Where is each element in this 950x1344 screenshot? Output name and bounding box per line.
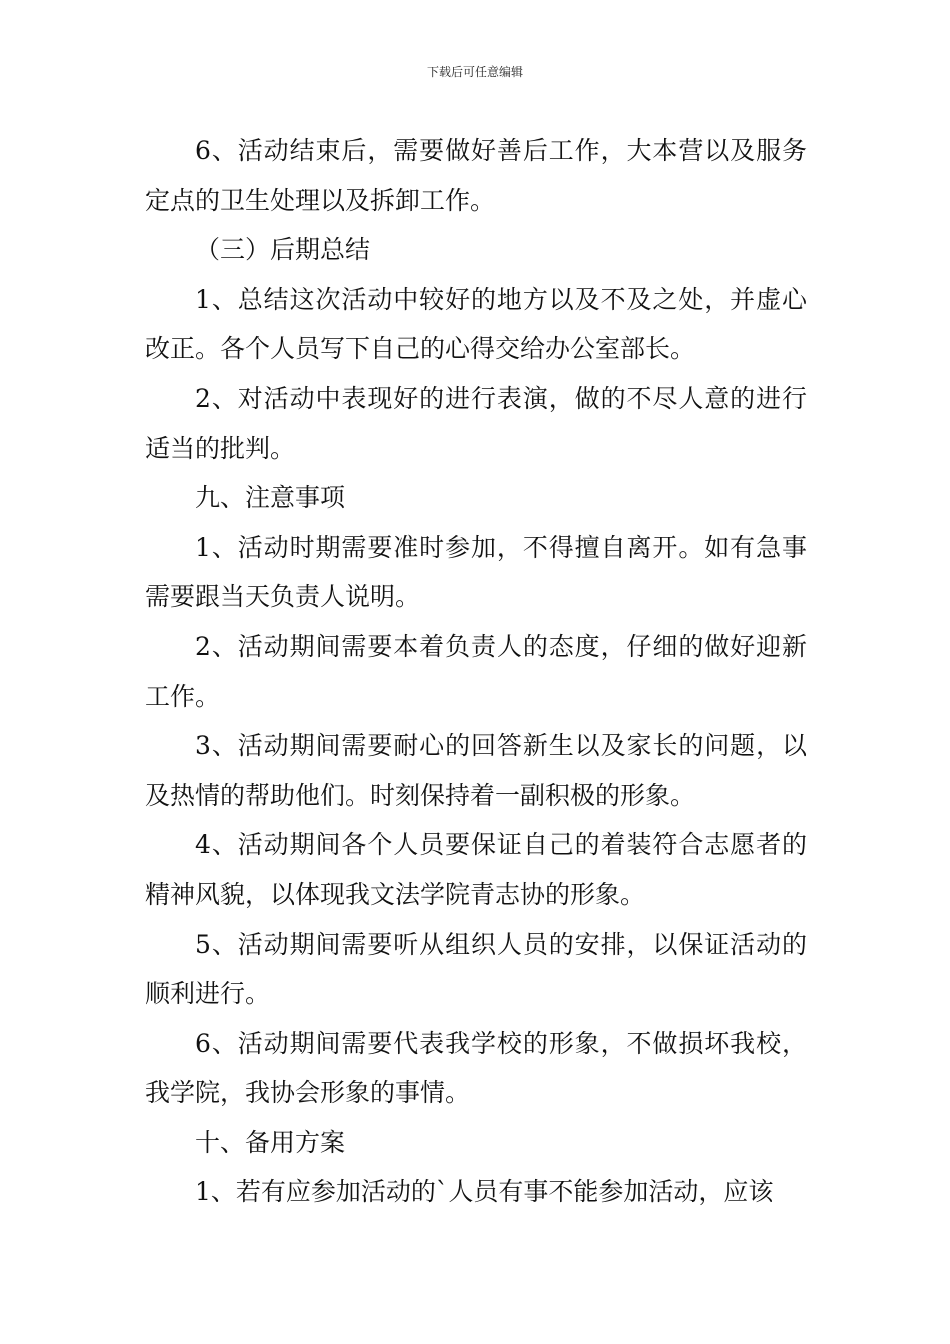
paragraph-summary-1: 1、总结这次活动中较好的地方以及不及之处，并虚心改正。各个人员写下自己的心得交给办公室部长。 — [145, 284, 807, 364]
paragraph-backup-1: 1、若有应参加活动的`人员有事不能参加活动，应该 — [195, 1177, 774, 1207]
paragraph-note-3: 3、活动期间需要耐心的回答新生以及家长的问题，以及热情的帮助他们。时刻保持着一副积极的形象。 — [145, 731, 807, 810]
paragraph-summary-2: 2、对活动中表现好的进行表演，做的不尽人意的进行适当的批判。 — [145, 383, 807, 463]
paragraph-note-1: 1、活动时期需要准时参加，不得擅自离开。如有急事需要跟当天负责人说明。 — [145, 532, 807, 612]
section-heading-summary: （三）后期总结 — [195, 235, 371, 265]
paragraph-cleanup: 6、活动结束后，需要做好善后工作，大本营以及服务定点的卫生处理以及拆卸工作。 — [145, 136, 807, 215]
page-header-note: 下载后可任意编辑 — [426, 65, 523, 79]
paragraph-note-5: 5、活动期间需要听从组织人员的安排，以保证活动的顺利进行。 — [145, 929, 807, 1009]
document-body — [145, 126, 807, 1217]
paragraph-note-6: 6、活动期间需要代表我学校的形象，不做损坏我校，我学院，我协会形象的事情。 — [145, 1028, 807, 1108]
paragraph-note-4: 4、活动期间各个人员要保证自己的着装符合志愿者的精神风貌，以体现我文法学院青志协的形象。 — [145, 830, 807, 909]
section-heading-notes: 九、注意事项 — [195, 483, 346, 513]
section-heading-backup-plan: 十、备用方案 — [195, 1127, 346, 1157]
paragraph-note-2: 2、活动期间需要本着负责人的态度，仔细的做好迎新工作。 — [145, 631, 807, 711]
